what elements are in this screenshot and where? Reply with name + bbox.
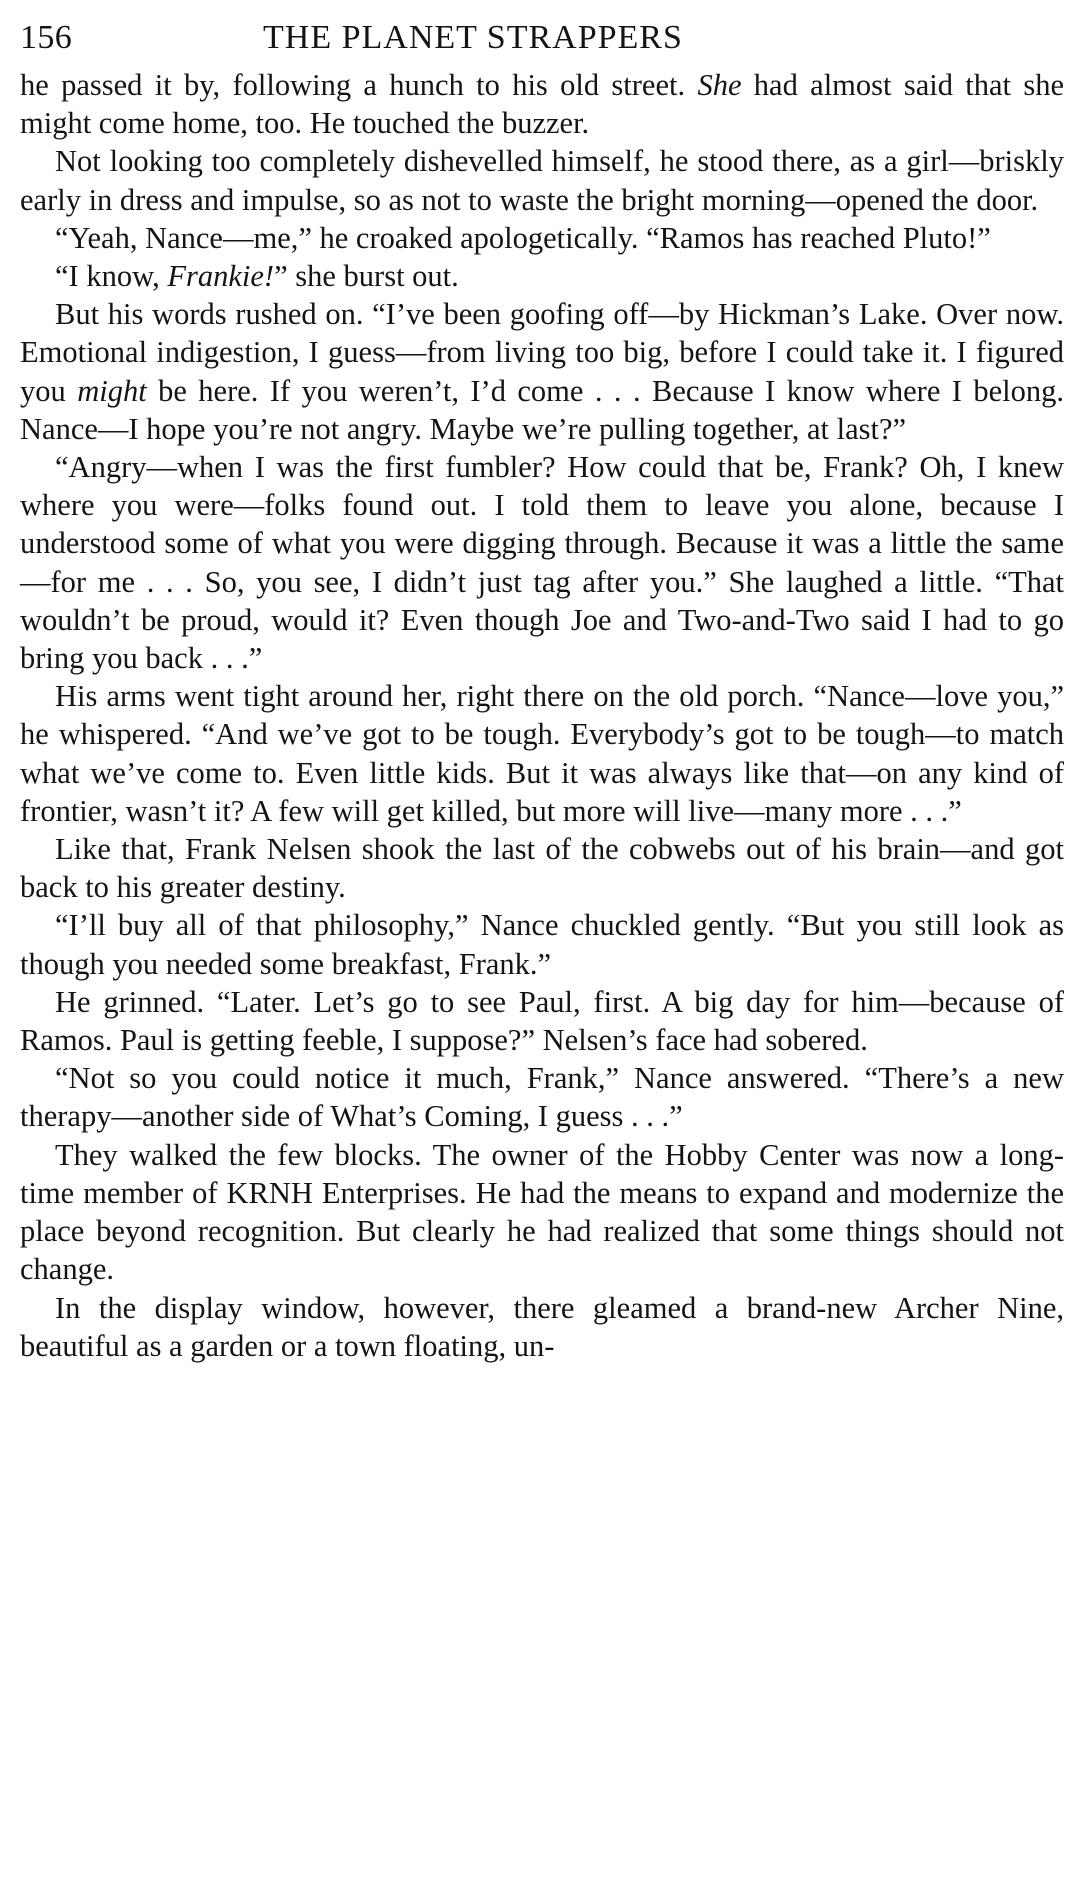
paragraph [20,1059,1064,1135]
paragraph [20,677,1064,830]
text-run: His arms went tight around her, right there on the old porch. “Nance—love you,” he whispered. “And we’ve got to be tough. Everybody’s got to be tough—to match what we’ve come to. Even little kids. But it was always like that—on any kind of frontier, wasn’t it? A few will get killed, but more will live—many more . . .” [20,679,1064,828]
paragraph [20,257,1064,295]
paragraph [20,66,1064,142]
body-text [20,66,1064,1365]
text-run: But his words rushed on. “I’ve been goofing off—by Hickman’s Lake. Over now. Emotional indigestion, I guess—from living too big, before I could take it. I figured you [20,297,1064,408]
book-page [20,14,1064,1365]
paragraph [20,1136,1064,1289]
text-run: “Not so you could notice it much, Frank,” Nance answered. “There’s a new therapy—another side of What’s Coming, I guess . . .” [20,1061,1064,1134]
text-run: he passed it by, following a hunch to his old street. [20,68,698,102]
running-head [20,14,1064,62]
text-run: “I’ll buy all of that philosophy,” Nance chuckled gently. “But you still look as though you needed some breakfast, Frank.” [20,908,1064,981]
page-number: 156 [20,19,73,56]
text-run: He grinned. “Later. Let’s go to see Paul, first. A big day for him—because of Ramos. Paul is getting feeble, I suppose?” Nelsen’s face had sobered. [20,984,1064,1058]
paragraph [20,1289,1064,1365]
paragraph [20,983,1064,1059]
paragraph [20,830,1064,906]
text-run: “I know, [55,259,168,294]
text-run: “Yeah, Nance—me,” he croaked apologetically. “Ramos has reached Pluto!” [55,220,991,255]
paragraph [20,295,1064,448]
paragraph [20,448,1064,677]
text-run: They walked the few blocks. The owner of the Hobby Center was now a long-time member of KRNH Enterprises. He had the means to expand and modernize the place beyond recognition. But clearly he had realized that some things should not change. [20,1137,1064,1287]
text-run: “Angry—when I was the first fumbler? How could that be, Frank? Oh, I knew where you were—folks found out. I told them to leave you alone, because I understood some of what you were digging through. Because it was a little the same—for me . . . So, you see, I didn’t just tag after you.” She laughed a little. “That wouldn’t be proud, would it? Even though Joe and Two-and-Two said I had to go bring you back . . .” [20,450,1064,676]
paragraph [20,906,1064,982]
paragraph [20,142,1064,218]
text-run: Like that, Frank Nelsen shook the last of the cobwebs out of his brain—and got back to his greater destiny. [20,832,1064,905]
book-title: THE PLANET STRAPPERS [263,19,683,56]
italic-text: She [697,68,742,102]
italic-text: might [77,373,147,408]
text-run: Not looking too completely dishevelled himself, he stood there, as a girl—briskly early in dress and impulse, so as not to waste the bright morning—opened the door. [20,144,1064,217]
paragraph [20,219,1064,257]
text-run: be here. If you weren’t, I’d come . . . Because I know where I belong. Nance—I hope you’re not angry. Maybe we’re pulling together, at last?” [20,373,1064,446]
italic-text: Frankie! [167,259,275,294]
text-run: had almost said that she might come home, too. He touched the buzzer. [20,68,1065,141]
text-run: In the display window, however, there gleamed a brand-new Archer Nine, beautiful as a garden or a town floating, un- [20,1290,1064,1363]
text-run: ” she burst out. [274,259,459,294]
